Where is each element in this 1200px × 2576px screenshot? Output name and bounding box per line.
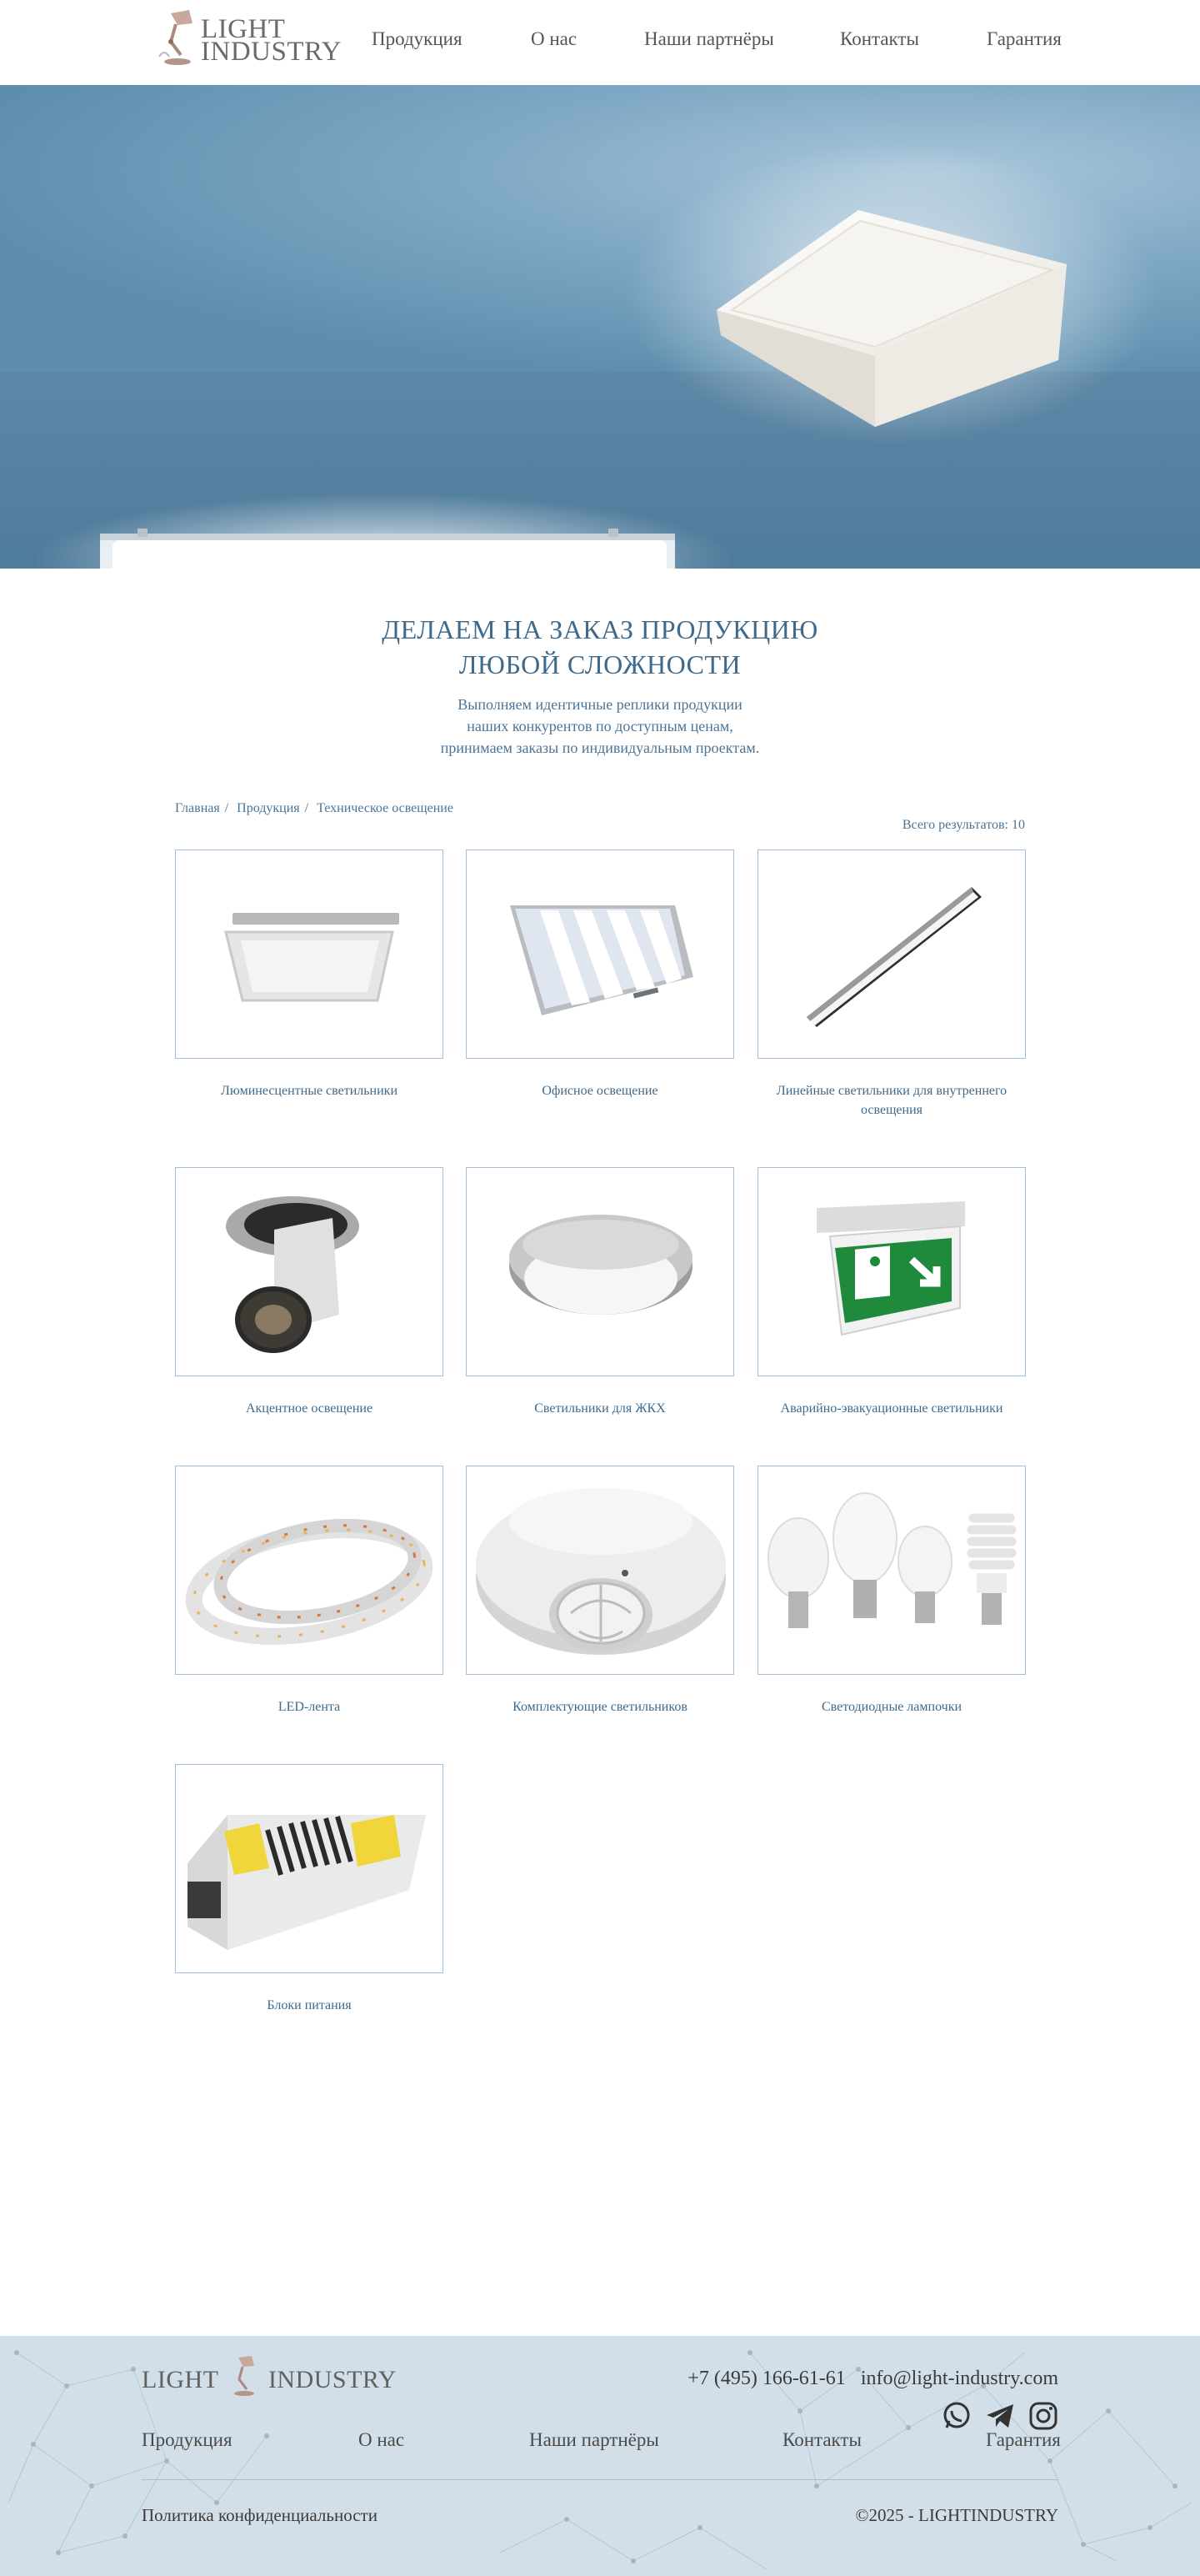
product-title[interactable]: LED-лента bbox=[278, 1700, 341, 1714]
product-image[interactable] bbox=[175, 1466, 443, 1675]
product-title[interactable]: Люминесцентные светильники bbox=[220, 1084, 398, 1098]
telegram-icon[interactable] bbox=[985, 2401, 1015, 2431]
product-image[interactable] bbox=[466, 1466, 734, 1675]
ceiling-round-light-icon bbox=[467, 1168, 734, 1376]
footer-divider bbox=[142, 2479, 1058, 2480]
product-image[interactable] bbox=[175, 1167, 443, 1376]
product-card[interactable] bbox=[758, 1167, 1026, 1418]
product-card[interactable] bbox=[466, 849, 734, 1100]
breadcrumb-current: Техническое освещение bbox=[317, 801, 453, 815]
intro-text bbox=[0, 694, 1200, 759]
breadcrumb-separator: / bbox=[304, 801, 309, 815]
intro-title-line-1: ДЕЛАЕМ НА ЗАКАЗ ПРОДУКЦИЮ bbox=[382, 614, 818, 644]
nav-item-contacts[interactable]: Контакты bbox=[840, 28, 919, 49]
intro-text-line-2: наших конкурентов по доступным ценам, bbox=[467, 718, 733, 734]
hero-banner bbox=[0, 85, 1200, 569]
breadcrumb-products[interactable]: Продукция bbox=[237, 801, 300, 815]
product-title[interactable]: Светильники для ЖКХ bbox=[534, 1401, 666, 1416]
nav-item-products[interactable]: Продукция bbox=[372, 28, 462, 49]
footer-nav-products[interactable]: Продукция bbox=[142, 2429, 232, 2450]
exit-sign-icon bbox=[758, 1168, 1026, 1376]
product-image[interactable] bbox=[466, 849, 734, 1059]
intro-section bbox=[0, 569, 1200, 789]
product-image[interactable] bbox=[758, 1167, 1026, 1376]
hero-lights-illustration bbox=[0, 85, 1200, 569]
catalog-section bbox=[0, 789, 1200, 2336]
nav-item-partners[interactable]: Наши партнёры bbox=[644, 28, 774, 49]
product-title[interactable]: Светодиодные лампочки bbox=[821, 1700, 962, 1714]
power-supply-icon bbox=[176, 1765, 443, 1973]
intro-text-line-1: Выполняем идентичные реплики продукции bbox=[458, 696, 742, 713]
spotlight-icon bbox=[176, 1168, 443, 1376]
results-count: Всего результатов: 10 bbox=[902, 818, 1025, 832]
fluorescent-panel-icon bbox=[176, 850, 443, 1059]
intro-title-line-2: ЛЮБОЙ СЛОЖНОСТИ bbox=[458, 649, 742, 679]
product-title[interactable]: Линейные светильники для внутреннего освещения bbox=[776, 1084, 1008, 1117]
led-strip-icon bbox=[176, 1466, 443, 1675]
product-image[interactable] bbox=[175, 1764, 443, 1973]
product-card[interactable] bbox=[175, 1764, 443, 2015]
site-header bbox=[0, 0, 1200, 85]
logo-line-2: INDUSTRY bbox=[201, 37, 342, 67]
product-title[interactable]: Блоки питания bbox=[267, 1998, 352, 2012]
linear-light-icon bbox=[758, 850, 1026, 1059]
product-card[interactable] bbox=[175, 1466, 443, 1716]
social-links bbox=[932, 2401, 1058, 2431]
bulbs-icon bbox=[758, 1466, 1026, 1675]
whatsapp-icon[interactable] bbox=[942, 2401, 972, 2431]
product-card[interactable] bbox=[175, 849, 443, 1100]
intro-text-line-3: принимаем заказы по индивидуальным проектам. bbox=[440, 739, 760, 756]
footer-nav-partners[interactable]: Наши партнёры bbox=[529, 2429, 659, 2450]
breadcrumb bbox=[175, 801, 458, 816]
footer-nav bbox=[0, 2429, 1200, 2454]
footer-logo[interactable] bbox=[142, 2354, 397, 2398]
footer-logo-left: LIGHT bbox=[142, 2366, 218, 2393]
product-card[interactable] bbox=[758, 1466, 1026, 1716]
product-image[interactable] bbox=[758, 1466, 1026, 1675]
product-card[interactable] bbox=[758, 849, 1026, 1120]
motion-sensor-icon bbox=[467, 1466, 734, 1675]
privacy-policy-link[interactable]: Политика конфиденциальности bbox=[142, 2505, 378, 2525]
product-title[interactable]: Офисное освещение bbox=[542, 1084, 658, 1098]
product-image[interactable] bbox=[758, 849, 1026, 1059]
nav-item-about[interactable]: О нас bbox=[531, 28, 578, 49]
copyright: ©2025 - LIGHTINDUSTRY bbox=[855, 2505, 1058, 2525]
instagram-icon[interactable] bbox=[1028, 2401, 1058, 2431]
breadcrumb-home[interactable]: Главная bbox=[175, 801, 220, 815]
office-panel-icon bbox=[467, 850, 734, 1059]
product-image[interactable] bbox=[466, 1167, 734, 1376]
breadcrumb-separator: / bbox=[224, 801, 229, 815]
product-title[interactable]: Акцентное освещение bbox=[245, 1401, 373, 1416]
site-footer bbox=[0, 2336, 1200, 2576]
footer-logo-right: INDUSTRY bbox=[268, 2366, 397, 2393]
phone-link[interactable]: +7 (495) 166-61-61 bbox=[688, 2368, 846, 2389]
desk-lamp-icon bbox=[227, 2354, 260, 2398]
email-link[interactable]: info@light-industry.com bbox=[860, 2368, 1058, 2389]
footer-nav-warranty[interactable]: Гарантия bbox=[986, 2429, 1061, 2450]
footer-nav-contacts[interactable]: Контакты bbox=[782, 2429, 862, 2450]
nav-item-warranty[interactable]: Гарантия bbox=[987, 28, 1062, 49]
product-title[interactable]: Аварийно-эвакуационные светильники bbox=[780, 1401, 1003, 1416]
footer-contacts bbox=[672, 2368, 1058, 2390]
product-image[interactable] bbox=[175, 849, 443, 1059]
main-nav bbox=[0, 28, 1200, 53]
logo-line-1: LIGHT bbox=[201, 14, 286, 44]
product-title[interactable]: Комплектующие светильников bbox=[512, 1700, 688, 1714]
product-card[interactable] bbox=[466, 1167, 734, 1418]
product-card[interactable] bbox=[466, 1466, 734, 1716]
footer-nav-about[interactable]: О нас bbox=[358, 2429, 405, 2450]
product-card[interactable] bbox=[175, 1167, 443, 1418]
intro-title bbox=[0, 612, 1200, 682]
